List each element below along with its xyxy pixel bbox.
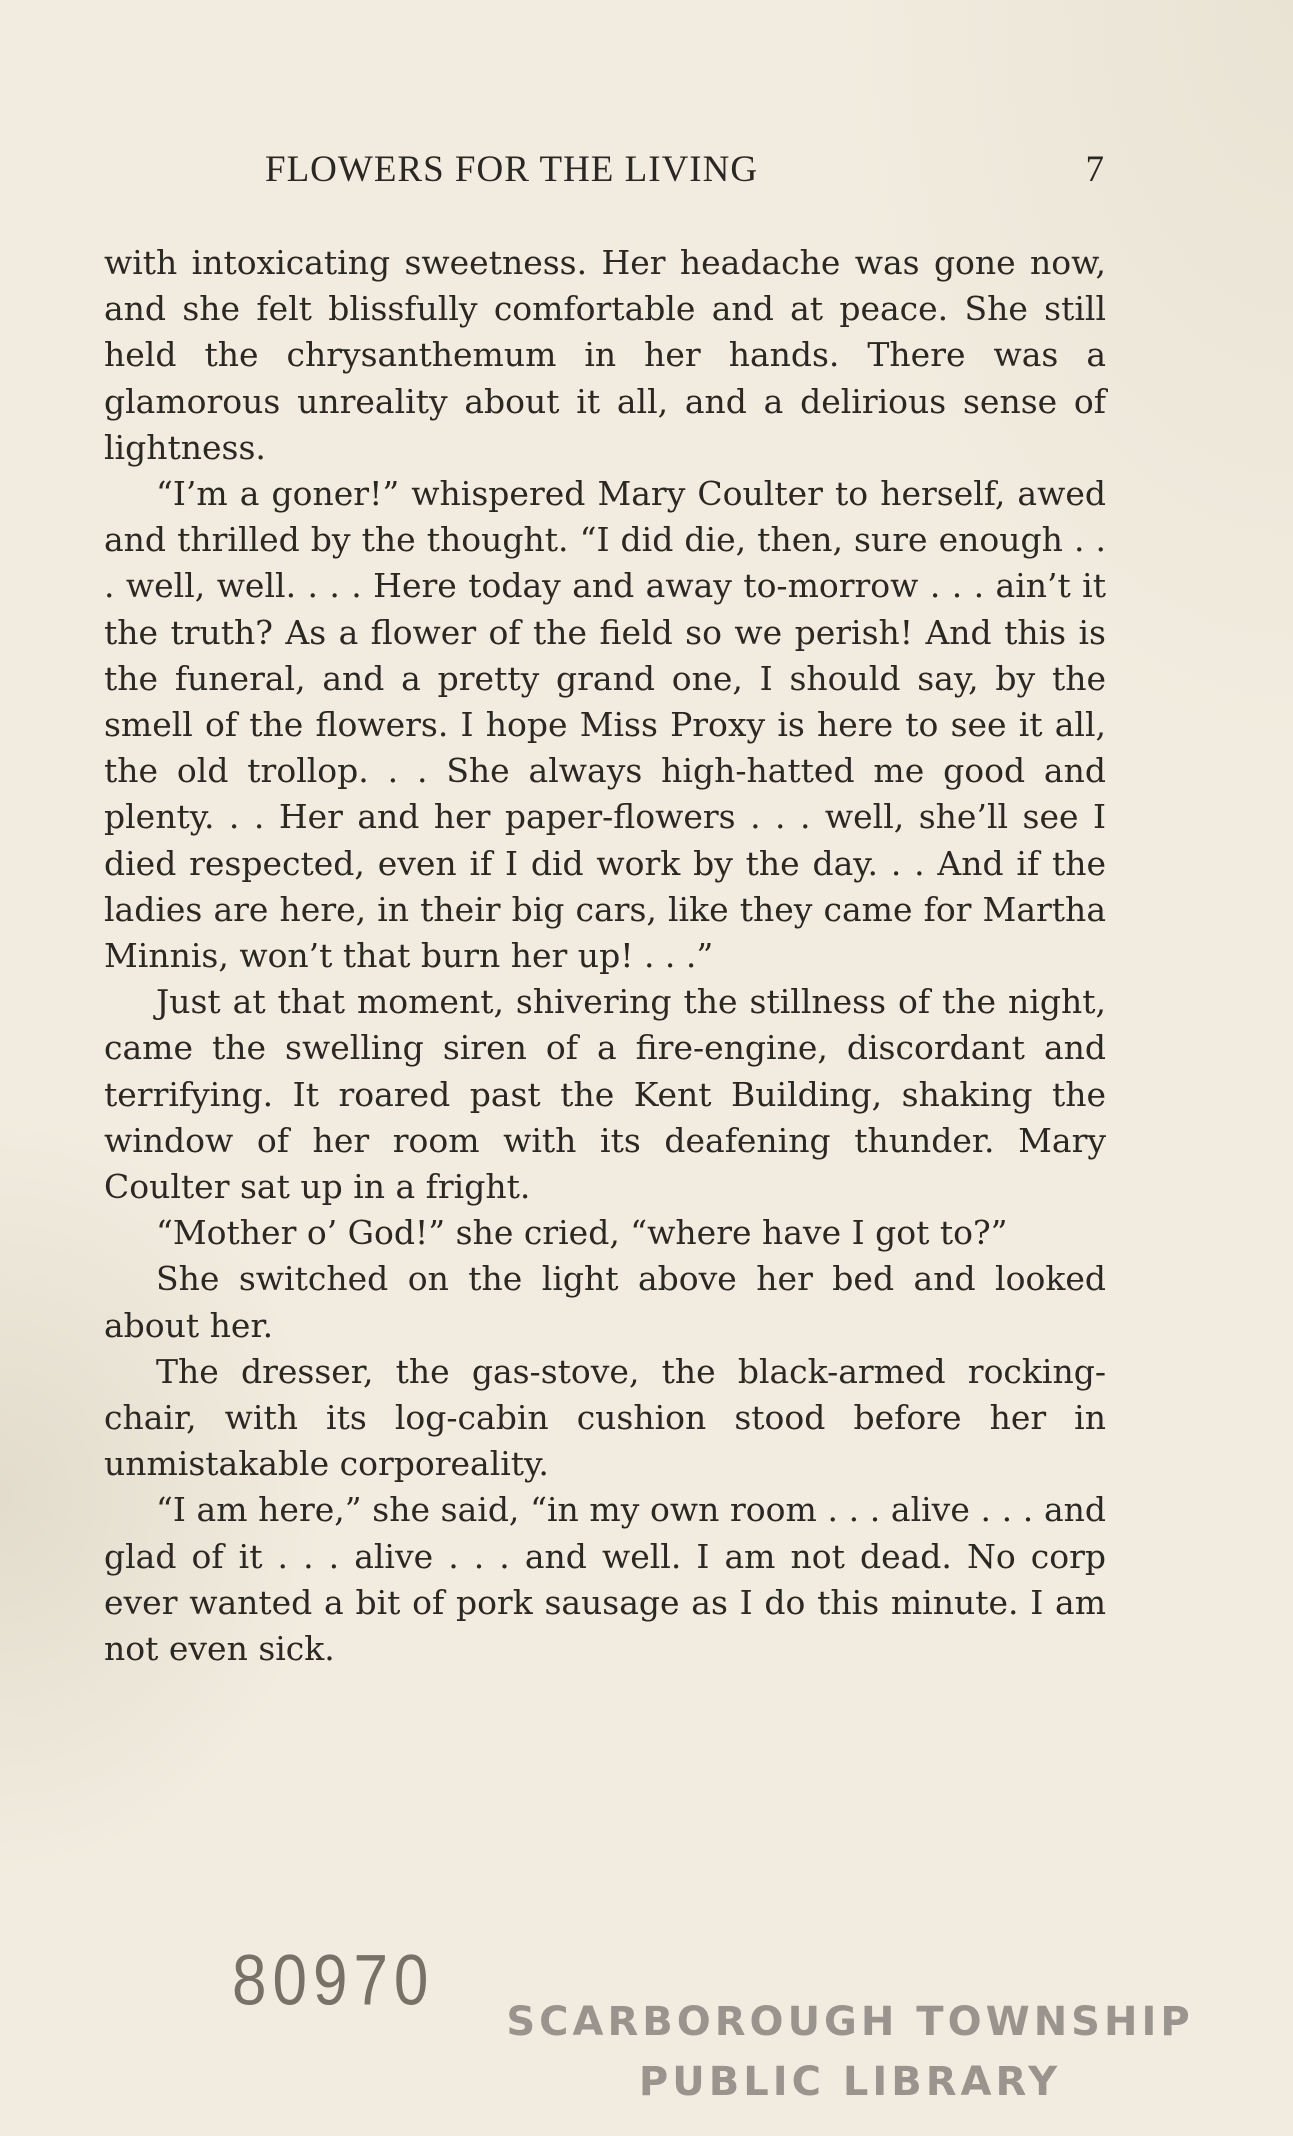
paragraph-1: with intoxicating sweetness. Her headache was gone now, and she felt blissfully comfortable and at peace. She still held the chrysanthemum in her hands. There was a glamorous unreality about it all, and a delirious sense of lightness. bbox=[104, 243, 1106, 467]
paragraph-4: “Mother o’ God!” she cried, “where have I got to?” bbox=[156, 1213, 1008, 1253]
paragraph-2: “I’m a goner!” whispered Mary Coulter to herself, awed and thrilled by the thought. “I did die, then, sure enough . . . well, well. . . . Here today and away to-morrow . . . ain’t it the truth? As a flower of the field so we perish! And this is the funeral, and a pretty grand one, I should say, by the smell of the flowers. I hope Miss Proxy is here to see it all, the old trollop. . . She always high-hatted me good and plenty. . . Her and her paper-flowers . . . well, she’ll see I died respected, even if I did work by the day. . . And if the ladies are here, in their big cars, like they came for Martha Minnis, won’t that burn her up! . . .” bbox=[104, 474, 1106, 976]
library-stamp-line-1: SCARBOROUGH TOWNSHIP bbox=[506, 1999, 1194, 2045]
paragraph-5: She switched on the light above her bed and looked about her. bbox=[104, 1259, 1106, 1345]
page-number: 7 bbox=[1085, 149, 1105, 190]
running-head bbox=[265, 148, 1105, 198]
library-stamp bbox=[500, 1992, 1200, 2112]
running-title: FLOWERS FOR THE LIVING bbox=[265, 149, 759, 190]
paragraph-7: “I am here,” she said, “in my own room . . . alive . . . and glad of it . . . alive . . . and well. I am not dead. No corp ever wanted a bit of pork sausage as I do this minute. I am not even sick. bbox=[104, 1490, 1106, 1669]
accession-number-stamp: 80970 bbox=[232, 1941, 435, 2021]
body-text bbox=[104, 240, 1106, 1672]
paragraph-3: Just at that moment, shivering the stillness of the night, came the swelling siren of a fire-engine, discordant and terrifying. It roared past the Kent Building, shaking the window of her room with its deafening thunder. Mary Coulter sat up in a fright. bbox=[104, 982, 1106, 1207]
library-stamp-line-2: PUBLIC LIBRARY bbox=[638, 2059, 1062, 2105]
paragraph-6: The dresser, the gas-stove, the black-armed rocking-chair, with its log-cabin cushion stood before her in unmistakable corporeality. bbox=[104, 1351, 1106, 1484]
